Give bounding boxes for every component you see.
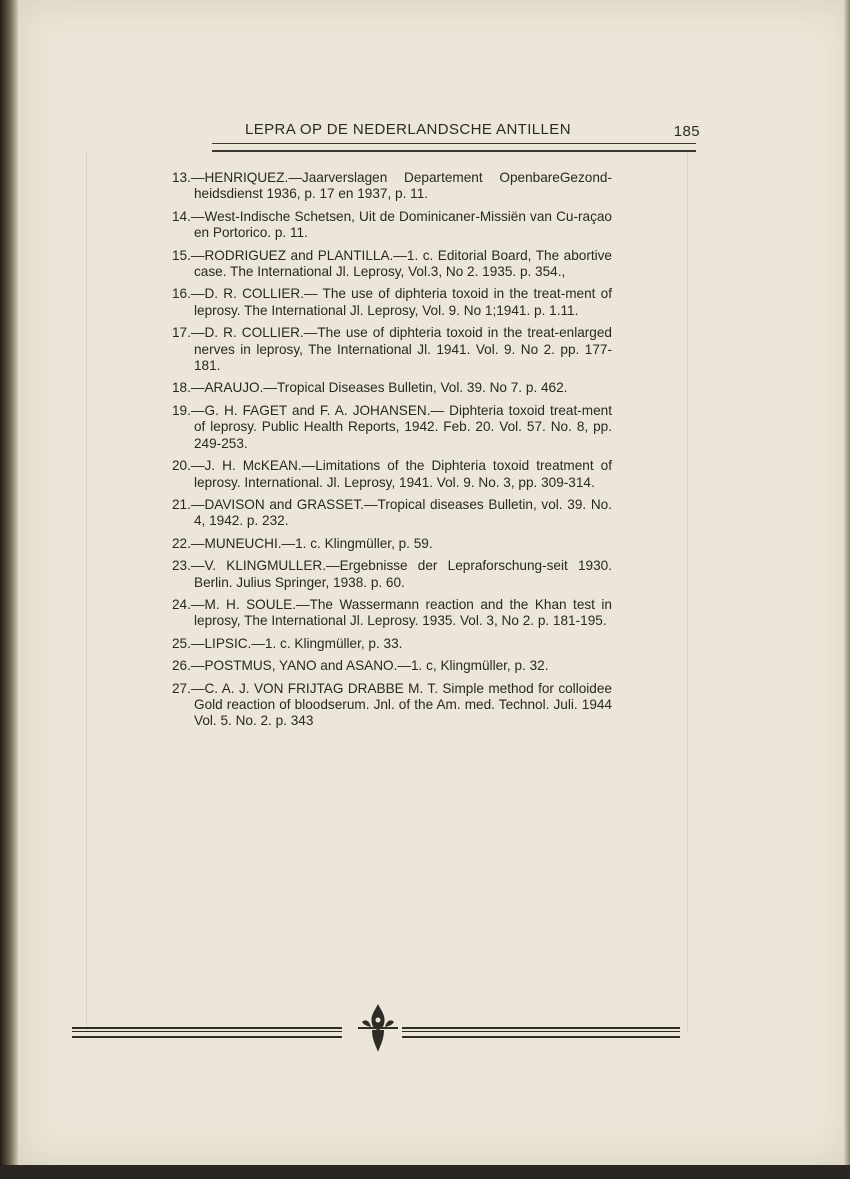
reference-item: 22.—MUNEUCHI.—1. c. Klingmüller, p. 59. [172, 535, 433, 551]
reference-item: 26.—POSTMUS, YANO and ASANO.—1. c, Klingmüller, p. 32. [172, 658, 549, 674]
floral-ornament-icon [356, 1000, 400, 1056]
reference-item: 18.—ARAUJO.—Tropical Diseases Bulletin, Vol. 39. No 7. p. 462. [172, 380, 568, 396]
running-title: LEPRA OP DE NEDERLANDSCHE ANTILLEN [245, 121, 571, 138]
reference-item: 25.—LIPSIC.—1. c. Klingmüller, p. 33. [172, 635, 403, 651]
page-number: 185 [673, 123, 700, 140]
footer-rule-right [402, 1027, 680, 1038]
reference-list [172, 170, 612, 736]
reference-item: 14.—West-Indische Schetsen, Uit de Dominicaner-Missiën van Cu-raçao en Portorico. p. 11. [172, 208, 612, 241]
reference-item: 20.—J. H. McKEAN.—Limitations of the Diphteria toxoid treatment of leprosy. International. Jl. Leprosy, 1941. Vol. 9. No. 3, pp. 309-314. [172, 458, 612, 490]
reference-item: 15.—RODRIGUEZ and PLANTILLA.—1. c. Editorial Board, The abortive case. The International Jl. Leprosy, Vol.3, No 2. 1935. p. 354., [172, 247, 612, 280]
header-rule [212, 143, 696, 152]
page-edge-bottom [0, 1165, 850, 1179]
footer-rule-left [72, 1027, 342, 1038]
reference-item: 17.—D. R. COLLIER.—The use of diphteria toxoid in the treat-enlarged nerves in leprosy, The International Jl. 1941. Vol. 9. No 2. pp. 177-181. [172, 325, 612, 374]
footer-ornament-rule [72, 1020, 682, 1060]
reference-item: 16.—D. R. COLLIER.— The use of diphteria toxoid in the treat-ment of leprosy. The International Jl. Leprosy, Vol. 9. No 1;1941. p. 1.11. [172, 286, 612, 318]
book-spine [0, 0, 18, 1179]
reference-item: 19.—G. H. FAGET and F. A. JOHANSEN.— Diphteria toxoid treat-ment of leprosy. Public Health Reports, 1942. Feb. 20. Vol. 57. No. 8, pp. 249-253. [172, 402, 612, 451]
reference-item: 21.—DAVISON and GRASSET.—Tropical diseases Bulletin, vol. 39. No. 4, 1942. p. 232. [172, 496, 612, 529]
reference-item: 13.—HENRIQUEZ.—Jaarverslagen Departement OpenbareGezond-heidsdienst 1936, p. 17 en 1937, p. 11. [172, 170, 612, 202]
page-edge-right [844, 0, 850, 1179]
reference-item: 23.—V. KLINGMULLER.—Ergebnisse der Lepraforschung-seit 1930. Berlin. Julius Springer, 1938. p. 60. [172, 558, 612, 590]
reference-item: 27.—C. A. J. VON FRIJTAG DRABBE M. T. Simple method for colloidee Gold reaction of bloodserum. Jnl. of the Am. med. Technol. Juli. 1944 Vol. 5. No. 2. p. 343 [172, 680, 612, 729]
reference-item: 24.—M. H. SOULE.—The Wassermann reaction and the Khan test in leprosy, The International Jl. Leprosy. 1935. Vol. 3, No 2. p. 181-195. [172, 596, 612, 629]
